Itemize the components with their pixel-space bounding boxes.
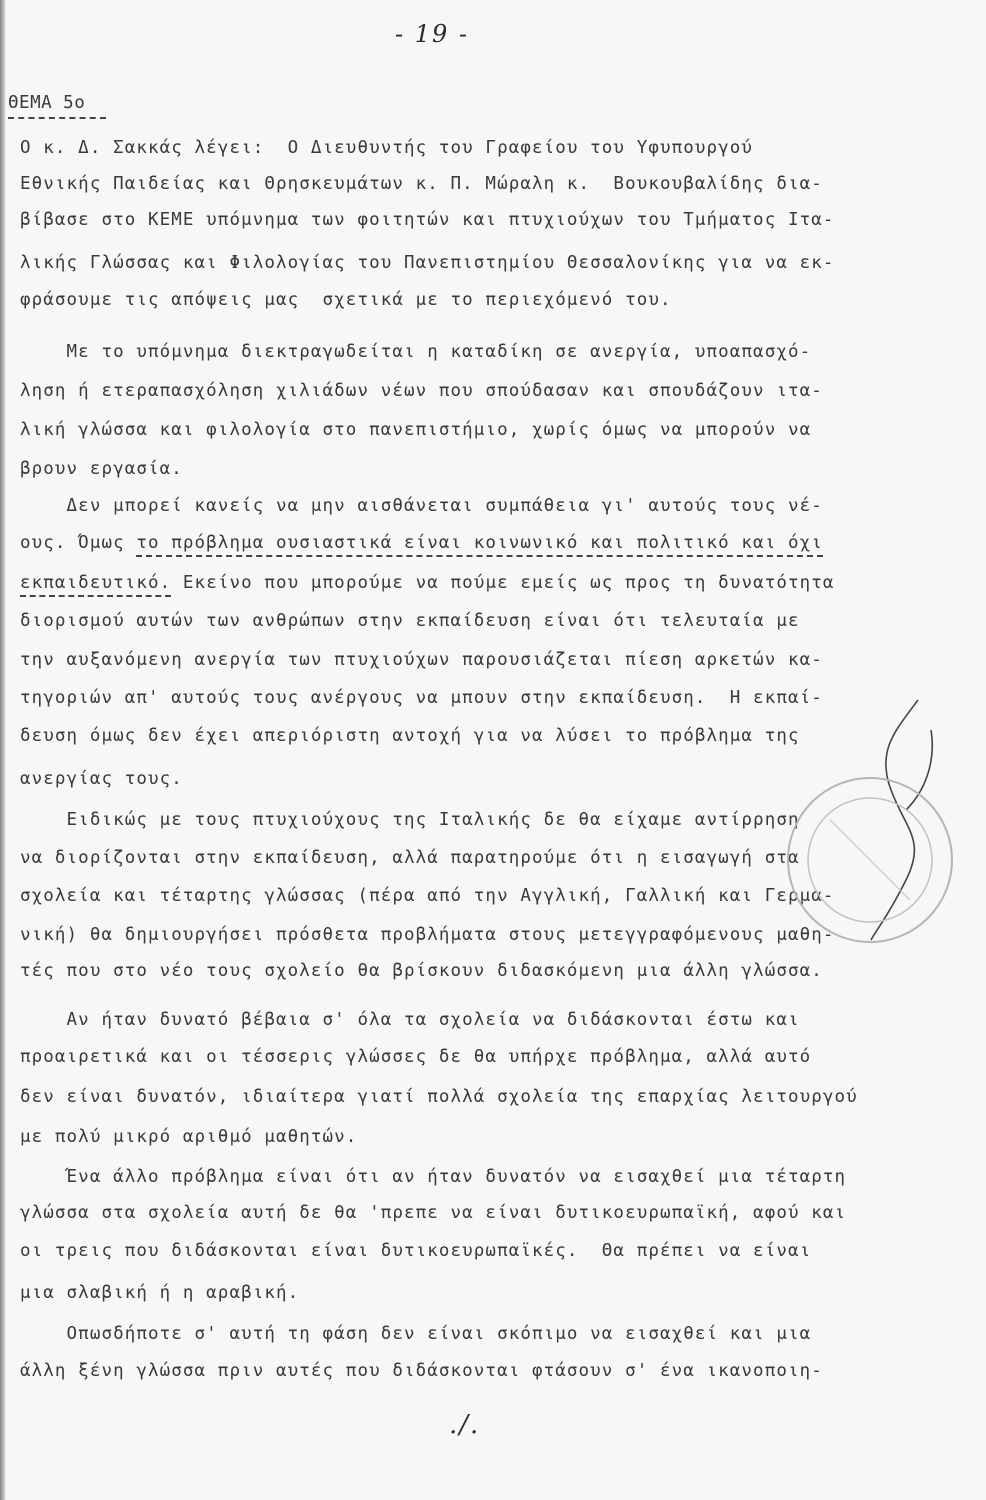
text-line: διορισμού αυτών των ανθρώπων στην εκπαίδευση είναι ότι τελευταία με	[20, 611, 800, 631]
text-line: τηγοριών απ' αυτούς τους ανέργους να μπουν στην εκπαίδευση. Η εκπαί-	[20, 688, 823, 708]
heading-underline	[8, 117, 106, 119]
text-line: σχολεία και τέταρτης γλώσσας (πέρα από την Αγγλική, Γαλλική και Γερμα-	[20, 886, 835, 906]
text-line: λικής Γλώσσας και Φιλολογίας του Πανεπιστημίου Θεσσαλονίκης για να εκ-	[20, 253, 835, 273]
text-line: ανεργίας τους.	[20, 769, 183, 789]
underlined-phrase: εκπαιδευτικό.	[20, 573, 171, 597]
text-line: βρουν εργασία.	[20, 459, 183, 479]
text-line: Ειδικώς με τους πτυχιούχους της Ιταλικής δε θα είχαμε αντίρρηση	[20, 810, 800, 830]
text-line: φράσουμε τις απόψεις μας σχετικά με το περιεχόμενό του.	[20, 290, 672, 310]
text-line: Με το υπόμνημα διεκτραγωδείται η καταδίκη σε ανεργία, υποαπασχό-	[20, 342, 812, 362]
text-line: άλλη ξένη γλώσσα πριν αυτές που διδάσκονται φτάσουν σ' ένα ικανοποιη-	[20, 1361, 823, 1381]
text-line: την αυξανόμενη ανεργία των πτυχιούχων παρουσιάζεται πίεση αρκετών κα-	[20, 650, 823, 670]
text-line: τές που στο νέο τους σχολείο θα βρίσκουν διδασκόμενη μια άλλη γλώσσα.	[20, 961, 823, 981]
text-line: γλώσσα στα σχολεία αυτή δε θα 'πρεπε να είναι δυτικοευρωπαϊκή, αφού και	[20, 1203, 847, 1223]
text-segment: ους. Όμως	[20, 533, 137, 553]
continuation-mark: ./.	[449, 1410, 481, 1440]
text-line-mixed	[20, 533, 823, 553]
text-line: με πολύ μικρό αριθμό μαθητών.	[20, 1127, 358, 1147]
text-line: Ένα άλλο πρόβλημα είναι ότι αν ήταν δυνατόν να εισαχθεί μια τέταρτη	[20, 1167, 847, 1187]
scan-edge-shadow	[0, 0, 6, 1500]
text-line: Οπωσδήποτε σ' αυτή τη φάση δεν είναι σκόπιμο να εισαχθεί και μια	[20, 1324, 812, 1344]
section-heading: ΘΕΜΑ 5ο	[8, 93, 86, 113]
text-line: οι τρεις που διδάσκονται είναι δυτικοευρωπαϊκές. Θα πρέπει να είναι	[20, 1241, 812, 1261]
text-line-mixed	[20, 573, 835, 593]
text-line: δεν είναι δυνατόν, ιδιαίτερα γιατί πολλά σχολεία της επαρχίας λειτουργού	[20, 1087, 858, 1107]
text-line: Εθνικής Παιδείας και Θρησκευμάτων κ. Π. Μώραλη κ. Βουκουβαλίδης δια-	[20, 174, 823, 194]
faded-stamp-seal	[770, 760, 970, 960]
text-line: να διορίζονται στην εκπαίδευση, αλλά παρατηρούμε ότι η εισαγωγή στα	[20, 848, 800, 868]
text-line: μια σλαβική ή η αραβική.	[20, 1283, 300, 1303]
text-line: νική) θα δημιουργήσει πρόσθετα προβλήματα στους μετεγγραφόμενους μαθη-	[20, 925, 835, 945]
text-segment: Εκείνο που μπορούμε να πούμε εμείς ως προς τη δυνατότητα	[171, 573, 835, 593]
text-line: Αν ήταν δυνατό βέβαια σ' όλα τα σχολεία να διδάσκονται έστω και	[20, 1010, 800, 1030]
text-line: Δεν μπορεί κανείς να μην αισθάνεται συμπάθεια γι' αυτούς τους νέ-	[20, 496, 823, 516]
text-line: Ο κ. Δ. Σακκάς λέγει: Ο Διευθυντής του Γραφείου του Υφυπουργού	[20, 138, 754, 158]
page-number: - 19 -	[395, 20, 470, 48]
text-line: δευση όμως δεν έχει απεριόριστη αντοχή για να λύσει το πρόβλημα της	[20, 726, 800, 746]
text-line: βίβασε στο ΚΕΜΕ υπόμνημα των φοιτητών και πτυχιούχων του Τμήματος Ιτα-	[20, 210, 835, 230]
text-line: λική γλώσσα και φιλολογία στο πανεπιστήμιο, χωρίς όμως να μπορούν να	[20, 420, 812, 440]
underlined-phrase: το πρόβλημα ουσιαστικά είναι κοινωνικό και πολιτικό και όχι	[136, 533, 823, 557]
text-line: ληση ή ετεραπασχόληση χιλιάδων νέων που σπούδασαν και σπουδάζουν ιτα-	[20, 381, 823, 401]
text-line: προαιρετικά και οι τέσσερις γλώσσες δε θα υπήρχε πρόβλημα, αλλά αυτό	[20, 1047, 812, 1067]
